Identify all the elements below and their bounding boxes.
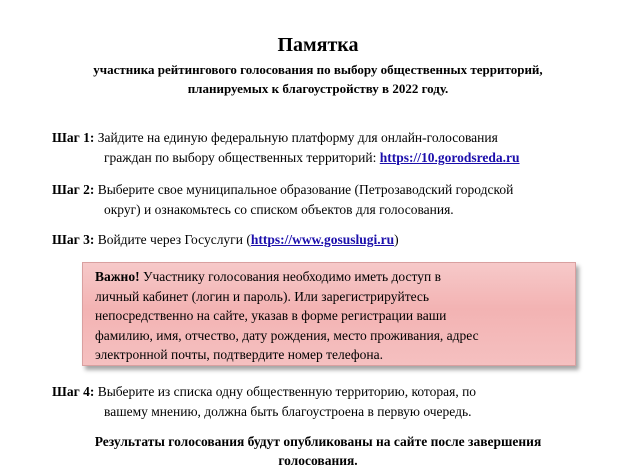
important-line-5: электронной почты, подтвердите номер телефона. [95,347,383,362]
step-4 [52,382,612,422]
results-notice [0,432,636,470]
page-title: Памятка [277,34,359,56]
step-3-label: Шаг 3: [52,232,95,247]
important-line-4: фамилию, имя, отчество, дату рождения, место проживания, адрес [95,327,479,343]
subtitle-line-1: участника рейтингового голосования по выбору общественных территорий, [93,62,543,77]
important-line-3: непосредственно на сайте, указав в форме регистрации ваши [95,308,447,323]
important-line-2: личный кабинет (логин и пароль). Или зарегистрируйтесь [95,288,430,304]
step-3-text-after: ) [394,232,399,247]
gorodsreda-link[interactable]: https://10.gorodsreda.ru [379,150,520,165]
step-4-label: Шаг 4: [52,384,95,399]
step-2-text: Выберите свое муниципальное образование (Петрозаводский городской [94,182,514,197]
step-1 [52,128,612,168]
results-line-1: Результаты голосования будут опубликованы на сайте после завершения [94,434,542,449]
step-1-continuation [52,148,612,168]
important-notice-box [82,262,576,366]
step-4-text: Выберите из списка одну общественную территорию, которая, по [94,384,477,399]
subtitle-line-2: планируемых к благоустройству в 2022 году. [187,81,449,96]
step-1-label: Шаг 1: [52,130,95,145]
gosuslugi-link[interactable]: https://www.gosuslugi.ru [250,232,395,247]
important-line-1 [95,267,565,287]
step-2 [52,180,612,220]
step-2-continuation: округ) и ознакомьтесь со списком объектов для голосования. [104,202,454,217]
step-2-label: Шаг 2: [52,182,95,197]
step-1-text: Зайдите на единую федеральную платформу для онлайн-голосования [94,130,498,145]
step-3-text: Войдите через Госуслуги ( [94,232,251,247]
important-text-1: Участнику голосования необходимо иметь доступ в [139,269,441,284]
results-line-2: голосования. [278,453,358,468]
page-subtitle [0,60,636,98]
step-3 [52,230,612,250]
step-1-text-2: граждан по выбору общественных территорий: [104,150,380,165]
important-label: Важно! [95,269,140,284]
step-4-continuation: вашему мнению, должна быть благоустроена в первую очередь. [104,404,472,419]
